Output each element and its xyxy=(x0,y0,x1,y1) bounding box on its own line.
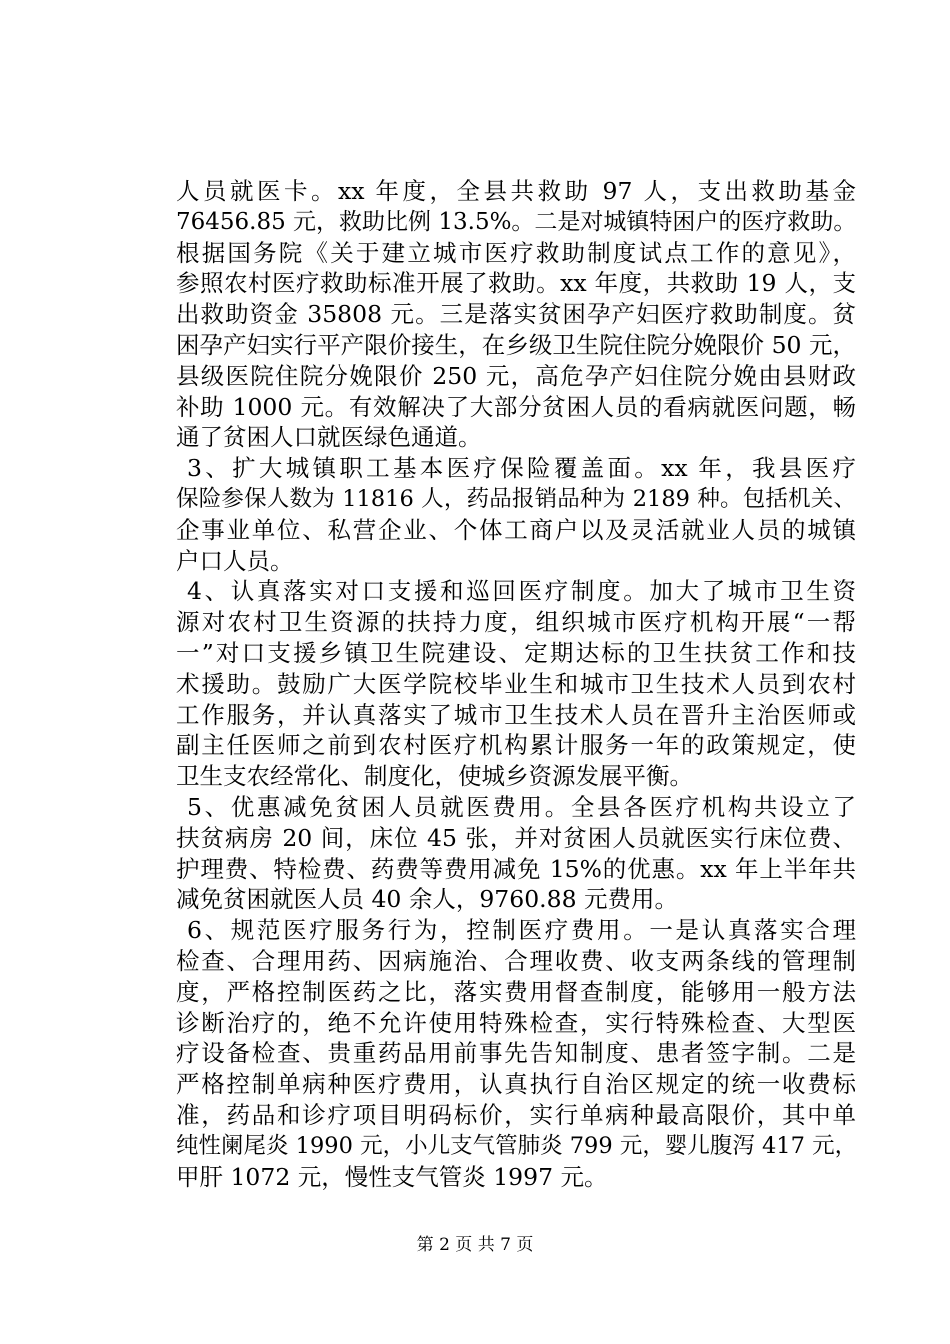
page-footer xyxy=(0,1234,950,1256)
text-line: 出救助资金 35808 元。三是落实贫困孕产妇医疗救助制度。贫 xyxy=(176,300,856,329)
text-line: 卫生支农经常化、制度化，使城乡资源发展平衡。 xyxy=(176,762,693,791)
text-line: 根据国务院《关于建立城市医疗救助制度试点工作的意见》， xyxy=(176,238,856,267)
text-line: 甲肝 1072 元，慢性支气管炎 1997 元。 xyxy=(176,1162,608,1191)
text-line: 严格控制单病种医疗费用，认真执行自治区规定的统一收费标 xyxy=(176,1070,856,1099)
text-line: 保险参保人数为 11816 人，药品报销品种为 2189 种。包括机关、 xyxy=(176,485,856,512)
text-line: 准，药品和诊疗项目明码标价，实行单病种最高限价，其中单 xyxy=(176,1100,856,1129)
document-body xyxy=(176,176,856,1192)
text-line: 术援助。鼓励广大医学院校毕业生和城市卫生技术人员到农村 xyxy=(176,669,856,698)
text-line: 副主任医师之前到农村医疗机构累计服务一年的政策规定，使 xyxy=(176,731,856,760)
text-line: 3、扩大城镇职工基本医疗保险覆盖面。xx 年，我县医疗 xyxy=(187,454,856,483)
page-number-label: 第 2 页 共 7 页 xyxy=(416,1235,534,1255)
text-line: 减免贫困就医人员 40 余人，9760.88 元费用。 xyxy=(176,885,678,914)
text-line: 人员就医卡。xx 年度，全县共救助 97 人，支出救助基金 xyxy=(176,177,856,205)
text-line: 护理费、特检费、药费等费用减免 15%的优惠。xx 年上半年共 xyxy=(176,854,856,883)
text-line: 检查、合理用药、因病施治、合理收费、收支两条线的管理制 xyxy=(176,946,856,975)
text-line: 扶贫病房 20 间，床位 45 张，并对贫困人员就医实行床位费、 xyxy=(176,823,856,852)
text-line: 4、认真落实对口支援和巡回医疗制度。加大了城市卫生资 xyxy=(187,577,856,606)
text-line: 困孕产妇实行平产限价接生，在乡级卫生院住院分娩限价 50 元， xyxy=(176,330,856,359)
text-line: 纯性阑尾炎 1990 元，小儿支气管肺炎 799 元，婴儿腹泻 417 元， xyxy=(176,1132,858,1159)
text-line: 户口人员。 xyxy=(176,546,294,575)
text-line: 参照农村医疗救助标准开展了救助。xx 年度，共救助 19 人，支 xyxy=(176,269,856,298)
text-line: 一”对口支援乡镇卫生院建设、定期达标的卫生扶贫工作和技 xyxy=(176,638,856,667)
text-line: 企事业单位、私营企业、个体工商户以及灵活就业人员的城镇 xyxy=(176,515,856,544)
text-line: 5、优惠减免贫困人员就医费用。全县各医疗机构共设立了 xyxy=(187,792,856,821)
text-line: 疗设备检查、贵重药品用前事先告知制度、患者签字制。二是 xyxy=(176,1039,856,1068)
text-line: 诊断治疗的，绝不允许使用特殊检查，实行特殊检查、大型医 xyxy=(176,1008,856,1037)
text-line: 通了贫困人口就医绿色通道。 xyxy=(176,423,482,452)
text-line: 76456.85 元，救助比例 13.5%。二是对城镇特困户的医疗救助。 xyxy=(176,208,857,235)
text-line: 源对农村卫生资源的扶持力度，组织城市医疗机构开展“一帮 xyxy=(176,608,856,637)
text-line: 补助 1000 元。有效解决了大部分贫困人员的看病就医问题，畅 xyxy=(176,392,856,421)
text-line: 6、规范医疗服务行为，控制医疗费用。一是认真落实合理 xyxy=(187,916,856,945)
text-line: 度，严格控制医药之比，落实费用督查制度，能够用一般方法 xyxy=(176,977,856,1006)
text-line: 县级医院住院分娩限价 250 元，高危孕产妇住院分娩由县财政 xyxy=(176,361,856,390)
text-line: 工作服务，并认真落实了城市卫生技术人员在晋升主治医师或 xyxy=(176,700,856,729)
